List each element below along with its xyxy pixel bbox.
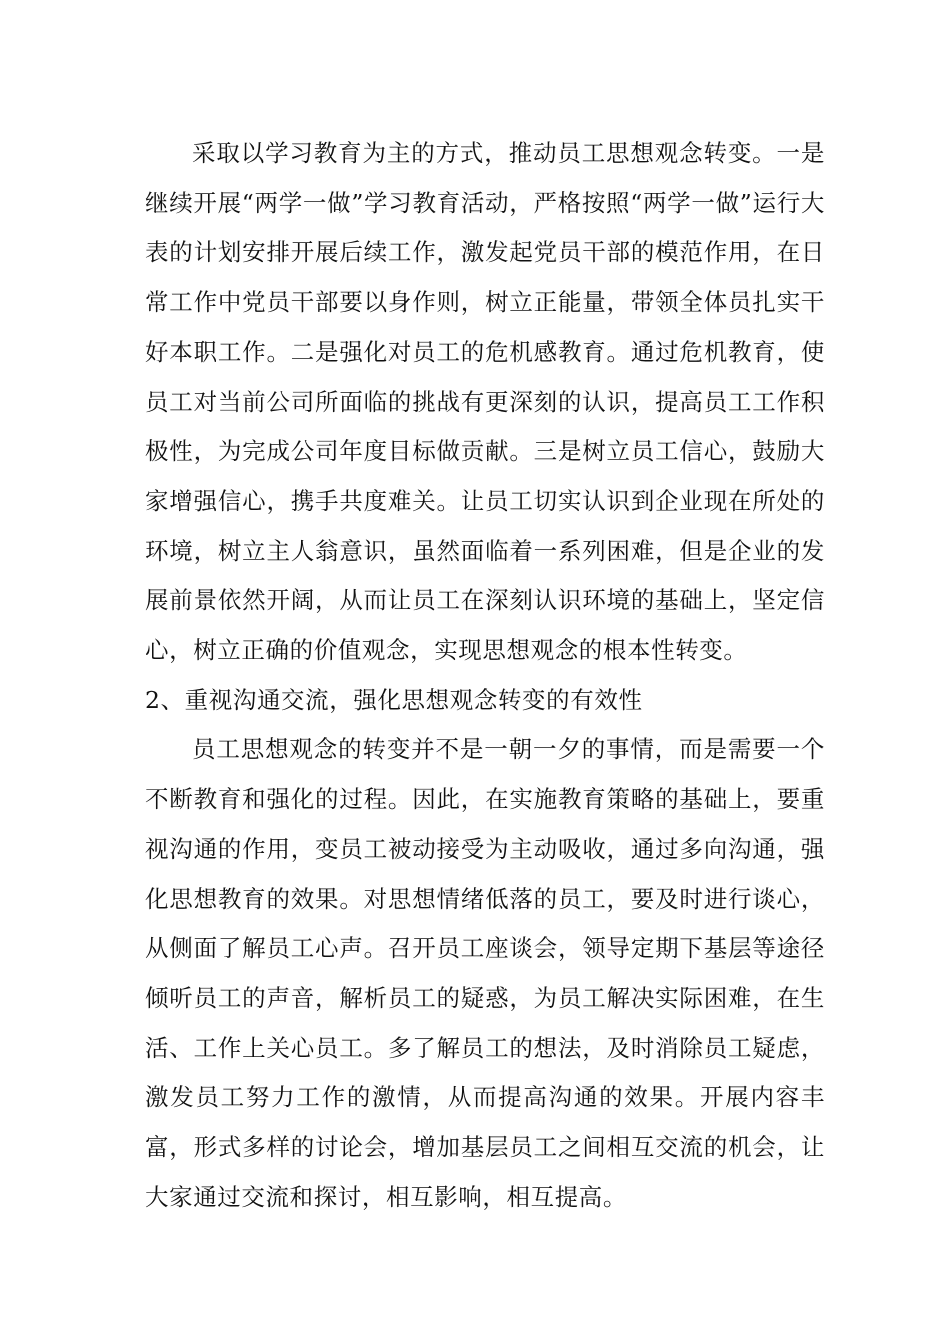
paragraph-communication: 员工思想观念的转变并不是一朝一夕的事情，而是需要一个不断教育和强化的过程。因此，在实施教育策略的基础上，要重视沟通的作用，变员工被动接受为主动吸收，通过多向沟通，强化思想教育的效果。对思想情绪低落的员工，要及时进行谈心，从侧面了解员工心声。召开员工座谈会，领导定期下基层等途径倾听员工的声音，解析员工的疑惑，为员工解决实际困难，在生活、工作上关心员工。多了解员工的想法，及时消除员工疑虑，激发员工努力工作的激情，从而提高沟通的效果。开展内容丰富，形式多样的讨论会，增加基层员工之间相互交流的机会，让大家通过交流和探讨，相互影响，相互提高。 bbox=[145, 735, 825, 1211]
paragraph-thought-transformation: 采取以学习教育为主的方式，推动员工思想观念转变。一是继续开展“两学一做”学习教育活动，严格按照“两学一做”运行大表的计划安排开展后续工作，激发起党员干部的模范作用，在日常工作中党员干部要以身作则，树立正能量，带领全体员扎实干好本职工作。二是强化对员工的危机感教育。通过危机教育，使员工对当前公司所面临的挑战有更深刻的认识，提高员工工作积极性，为完成公司年度目标做贡献。三是树立员工信心，鼓励大家增强信心，携手共度难关。让员工切实认识到企业现在所处的环境，树立主人翁意识，虽然面临着一系列困难，但是企业的发展前景依然开阔，从而让员工在深刻认识环境的基础上，坚定信心，树立正确的价值观念，实现思想观念的根本性转变。 bbox=[145, 139, 825, 665]
section-heading-communication: 2、重视沟通交流，强化思想观念转变的有效性 bbox=[145, 685, 643, 714]
document-body bbox=[145, 129, 825, 1222]
